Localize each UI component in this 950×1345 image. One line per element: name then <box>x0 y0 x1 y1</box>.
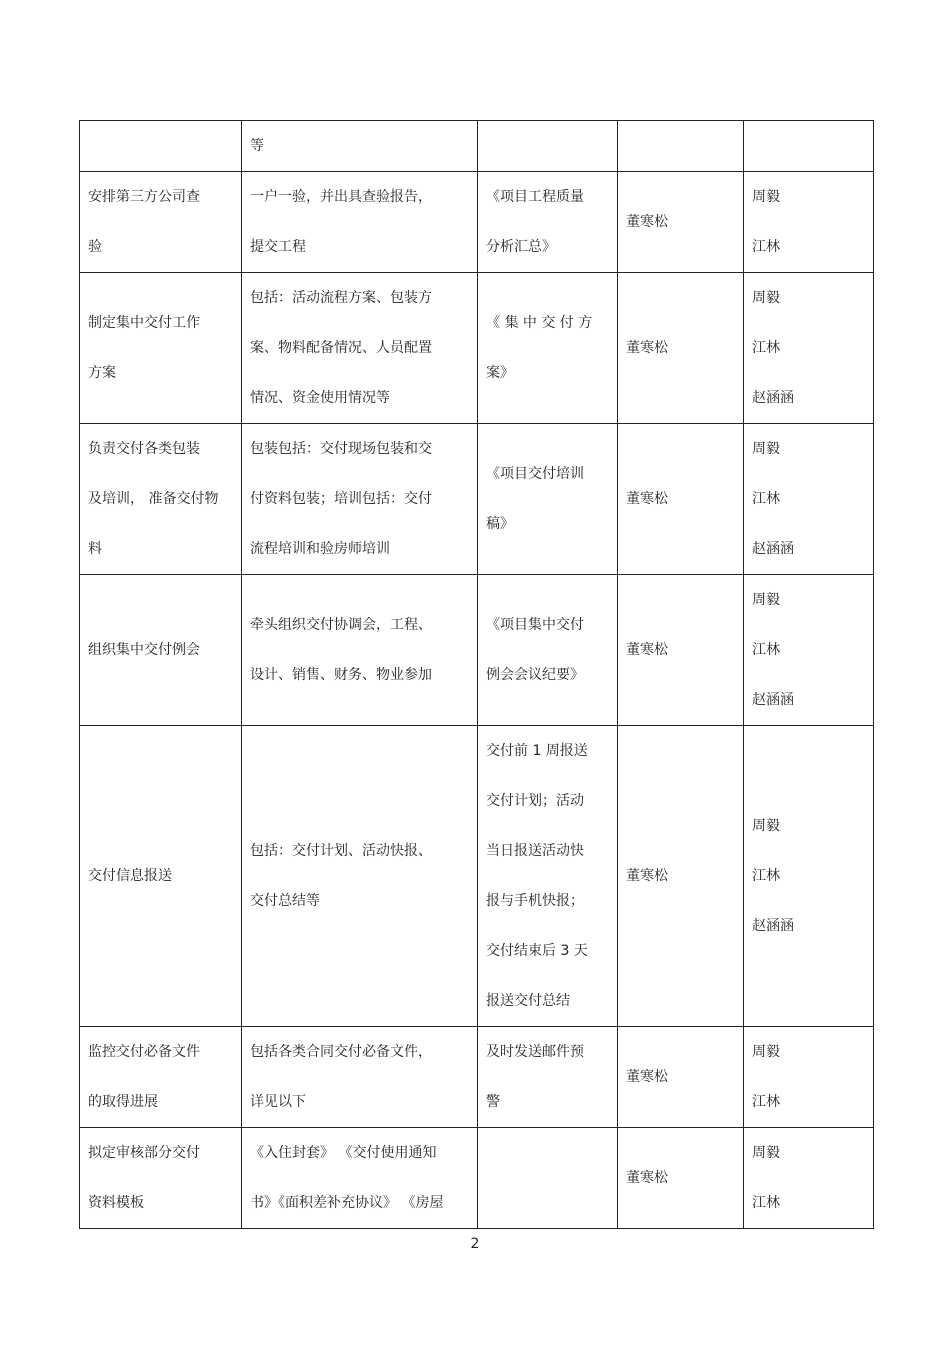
task-line: 验 <box>88 239 102 255</box>
task-cell <box>80 273 242 424</box>
people-cell <box>744 172 874 273</box>
output-cell <box>478 1128 618 1229</box>
people-line: 周毅 <box>752 1044 780 1060</box>
description-cell <box>242 726 478 1027</box>
description-cell <box>242 172 478 273</box>
output-line: 《项目工程质量 <box>486 189 584 205</box>
output-cell <box>478 726 618 1027</box>
description-line: 一户一验，并出具查验报告， <box>250 189 432 205</box>
people-line: 周毅 <box>752 592 780 608</box>
task-line: 料 <box>88 541 102 557</box>
task-cell <box>80 172 242 273</box>
description-line: 包装包括：交付现场包装和交 <box>250 441 432 457</box>
output-line: 《 集 中 交 付 方 <box>486 315 593 331</box>
description-line: 等 <box>250 138 264 154</box>
description-line: 牵头组织交付协调会，工程、 <box>250 617 432 633</box>
task-table <box>79 120 874 1229</box>
people-line: 周毅 <box>752 441 780 457</box>
owner-cell <box>618 121 744 172</box>
people-line: 赵涵涵 <box>752 541 794 557</box>
table-row <box>80 726 874 1027</box>
table-row <box>80 273 874 424</box>
people-line: 江林 <box>752 1195 780 1211</box>
description-cell <box>242 1027 478 1128</box>
table-row <box>80 121 874 172</box>
table-row <box>80 1128 874 1229</box>
output-cell <box>478 172 618 273</box>
table-row <box>80 424 874 575</box>
description-line: 包括：活动流程方案、包装方 <box>250 290 432 306</box>
output-cell <box>478 424 618 575</box>
owner-cell: 董寒松 <box>618 1027 744 1128</box>
description-line: 交付总结等 <box>250 893 320 909</box>
task-line: 资料模板 <box>88 1195 144 1211</box>
people-line: 江林 <box>752 868 780 884</box>
people-cell <box>744 273 874 424</box>
page-number: 2 <box>470 1236 480 1252</box>
task-line: 拟定审核部分交付 <box>88 1145 200 1161</box>
people-line: 赵涵涵 <box>752 692 794 708</box>
description-line: 包括：交付计划、活动快报、 <box>250 843 432 859</box>
output-line: 交付计划；活动 <box>486 793 584 809</box>
owner-cell: 董寒松 <box>618 273 744 424</box>
task-line: 方案 <box>88 365 116 381</box>
output-line: 交付前 1 周报送 <box>486 743 588 759</box>
people-line: 周毅 <box>752 818 780 834</box>
output-line: 当日报送活动快 <box>486 843 584 859</box>
task-cell <box>80 424 242 575</box>
output-line: 及时发送邮件预 <box>486 1044 584 1060</box>
task-cell <box>80 1128 242 1229</box>
output-line: 例会会议纪要》 <box>486 667 584 683</box>
people-cell <box>744 575 874 726</box>
description-line: 设计、销售、财务、物业参加 <box>250 667 432 683</box>
description-cell <box>242 575 478 726</box>
output-line: 报送交付总结 <box>486 993 570 1009</box>
description-line: 提交工程 <box>250 239 306 255</box>
people-cell <box>744 424 874 575</box>
output-line: 分析汇总》 <box>486 239 556 255</box>
output-cell <box>478 121 618 172</box>
description-line: 详见以下 <box>250 1094 306 1110</box>
table-row <box>80 172 874 273</box>
description-line: 付资料包装；培训包括：交付 <box>250 491 432 507</box>
task-cell <box>80 726 242 1027</box>
people-cell <box>744 1128 874 1229</box>
people-line: 赵涵涵 <box>752 390 794 406</box>
task-cell <box>80 575 242 726</box>
task-table-body <box>80 121 874 1229</box>
table-row <box>80 1027 874 1128</box>
output-line: 稿》 <box>486 516 514 532</box>
description-line: 情况、资金使用情况等 <box>250 390 390 406</box>
output-cell <box>478 273 618 424</box>
owner-cell: 董寒松 <box>618 172 744 273</box>
table-row <box>80 575 874 726</box>
people-cell <box>744 121 874 172</box>
description-line: 书》《面积差补充协议》 《房屋 <box>250 1195 444 1211</box>
task-cell <box>80 1027 242 1128</box>
output-line: 交付结束后 3 天 <box>486 943 588 959</box>
description-line: 《入住封套》 《交付使用通知 <box>250 1145 437 1161</box>
task-line: 交付信息报送 <box>88 868 172 884</box>
people-line: 周毅 <box>752 189 780 205</box>
description-line: 包括各类合同交付必备文件， <box>250 1044 432 1060</box>
output-line: 《项目交付培训 <box>486 466 584 482</box>
output-line: 案》 <box>486 365 514 381</box>
people-line: 江林 <box>752 239 780 255</box>
owner-cell: 董寒松 <box>618 424 744 575</box>
description-cell <box>242 1128 478 1229</box>
people-cell <box>744 726 874 1027</box>
task-line: 负责交付各类包装 <box>88 441 200 457</box>
output-line: 报与手机快报； <box>486 893 584 909</box>
owner-cell: 董寒松 <box>618 575 744 726</box>
output-line: 《项目集中交付 <box>486 617 584 633</box>
description-line: 流程培训和验房师培训 <box>250 541 390 557</box>
output-cell <box>478 575 618 726</box>
people-line: 江林 <box>752 642 780 658</box>
owner-cell: 董寒松 <box>618 1128 744 1229</box>
description-cell <box>242 424 478 575</box>
task-line: 组织集中交付例会 <box>88 642 200 658</box>
people-line: 江林 <box>752 491 780 507</box>
people-line: 江林 <box>752 340 780 356</box>
owner-cell: 董寒松 <box>618 726 744 1027</box>
task-cell <box>80 121 242 172</box>
task-line: 监控交付必备文件 <box>88 1044 200 1060</box>
description-cell <box>242 273 478 424</box>
description-line: 案、物料配备情况、人员配置 <box>250 340 432 356</box>
people-cell <box>744 1027 874 1128</box>
people-line: 江林 <box>752 1094 780 1110</box>
task-line: 安排第三方公司查 <box>88 189 200 205</box>
task-line: 制定集中交付工作 <box>88 315 200 331</box>
people-line: 周毅 <box>752 1145 780 1161</box>
description-cell <box>242 121 478 172</box>
output-line: 警 <box>486 1094 500 1110</box>
task-line: 的取得进展 <box>88 1094 158 1110</box>
output-cell <box>478 1027 618 1128</box>
task-line: 及培训， 准备交付物 <box>88 491 219 507</box>
people-line: 赵涵涵 <box>752 918 794 934</box>
people-line: 周毅 <box>752 290 780 306</box>
